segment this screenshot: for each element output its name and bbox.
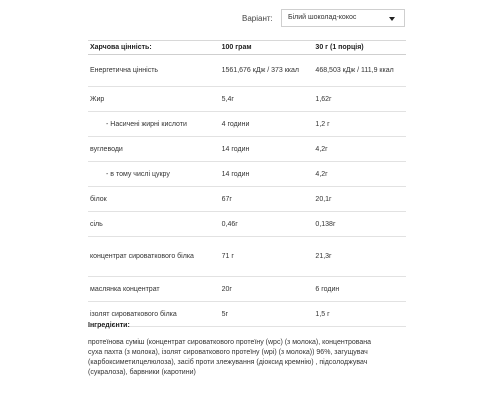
nutrient-per-100g: 5г bbox=[210, 302, 306, 327]
nutrient-name: сіль bbox=[88, 212, 210, 237]
table-row bbox=[88, 87, 406, 112]
nutrient-per-100g: 14 годин bbox=[210, 137, 306, 162]
table-row bbox=[88, 137, 406, 162]
ingredients-title: Інгредієнти: bbox=[88, 322, 130, 329]
nutrient-per-serving: 1,62г bbox=[305, 87, 406, 112]
nutrient-name: маслянка концентрат bbox=[88, 277, 210, 302]
ingredients-section bbox=[88, 321, 408, 378]
nutrient-per-100g: 20г bbox=[210, 277, 306, 302]
nutrient-name: - в тому числі цукру bbox=[88, 162, 210, 187]
table-header-row bbox=[88, 41, 406, 55]
variant-label: Варіант: bbox=[242, 14, 273, 23]
header-per-100g: 100 грам bbox=[210, 41, 306, 55]
nutrient-name: Енергетична цінність bbox=[88, 55, 210, 87]
header-per-serving: 30 г (1 порція) bbox=[305, 41, 406, 55]
nutrient-per-serving: 20,1г bbox=[305, 187, 406, 212]
table-row bbox=[88, 187, 406, 212]
table-row bbox=[88, 162, 406, 187]
nutrient-per-100g: 1561,676 кДж / 373 ккал bbox=[210, 55, 306, 87]
nutrient-name: Жир bbox=[88, 87, 210, 112]
nutrient-per-serving: 1,5 г bbox=[305, 302, 406, 327]
nutrient-name: білок bbox=[88, 187, 210, 212]
nutrient-name: вуглеводи bbox=[88, 137, 210, 162]
chevron-down-icon[interactable] bbox=[389, 17, 395, 21]
nutrient-per-serving: 468,503 кДж / 111,9 ккал bbox=[305, 55, 406, 87]
variant-selector-row bbox=[0, 9, 500, 29]
variant-dropdown[interactable] bbox=[281, 9, 405, 27]
nutrient-name: ізолят сироваткового білка bbox=[88, 302, 210, 327]
nutrient-per-serving: 21,3г bbox=[305, 237, 406, 277]
table-row bbox=[88, 212, 406, 237]
nutrient-per-100g: 67г bbox=[210, 187, 306, 212]
nutrient-per-100g: 71 г bbox=[210, 237, 306, 277]
header-nutrition: Харчова цінність: bbox=[88, 41, 210, 55]
table-row bbox=[88, 55, 406, 87]
ingredients-text: протеїнова суміш (концентрат сироваткового протеїну (wpc) (з молока), концентрована суха пахта (з молока), ізолят сироваткового протеїну (wpi) (з молока)) 96%, загущувач (карбоксиметилцелюлоза), засіб проти злежування (діоксид кремнію) , підсолоджувач (сукралоза), барвники (каротини) bbox=[88, 339, 372, 376]
nutrient-per-serving: 0,138г bbox=[305, 212, 406, 237]
table-row bbox=[88, 277, 406, 302]
nutrient-per-serving: 4,2г bbox=[305, 137, 406, 162]
nutrient-per-serving: 1,2 г bbox=[305, 112, 406, 137]
variant-selected-value: Білий шоколад-кокос bbox=[288, 14, 357, 21]
table-row bbox=[88, 237, 406, 277]
nutrient-per-100g: 14 годин bbox=[210, 162, 306, 187]
nutrient-name: - Насичені жирні кислоти bbox=[88, 112, 210, 137]
nutrient-per-100g: 4 години bbox=[210, 112, 306, 137]
nutrient-per-serving: 6 годин bbox=[305, 277, 406, 302]
nutrient-per-100g: 0,46г bbox=[210, 212, 306, 237]
table-row bbox=[88, 112, 406, 137]
nutrient-name: концентрат сироваткового білка bbox=[88, 237, 210, 277]
nutrient-per-100g: 5,4г bbox=[210, 87, 306, 112]
nutrition-table bbox=[88, 40, 406, 327]
nutrient-per-serving: 4,2г bbox=[305, 162, 406, 187]
